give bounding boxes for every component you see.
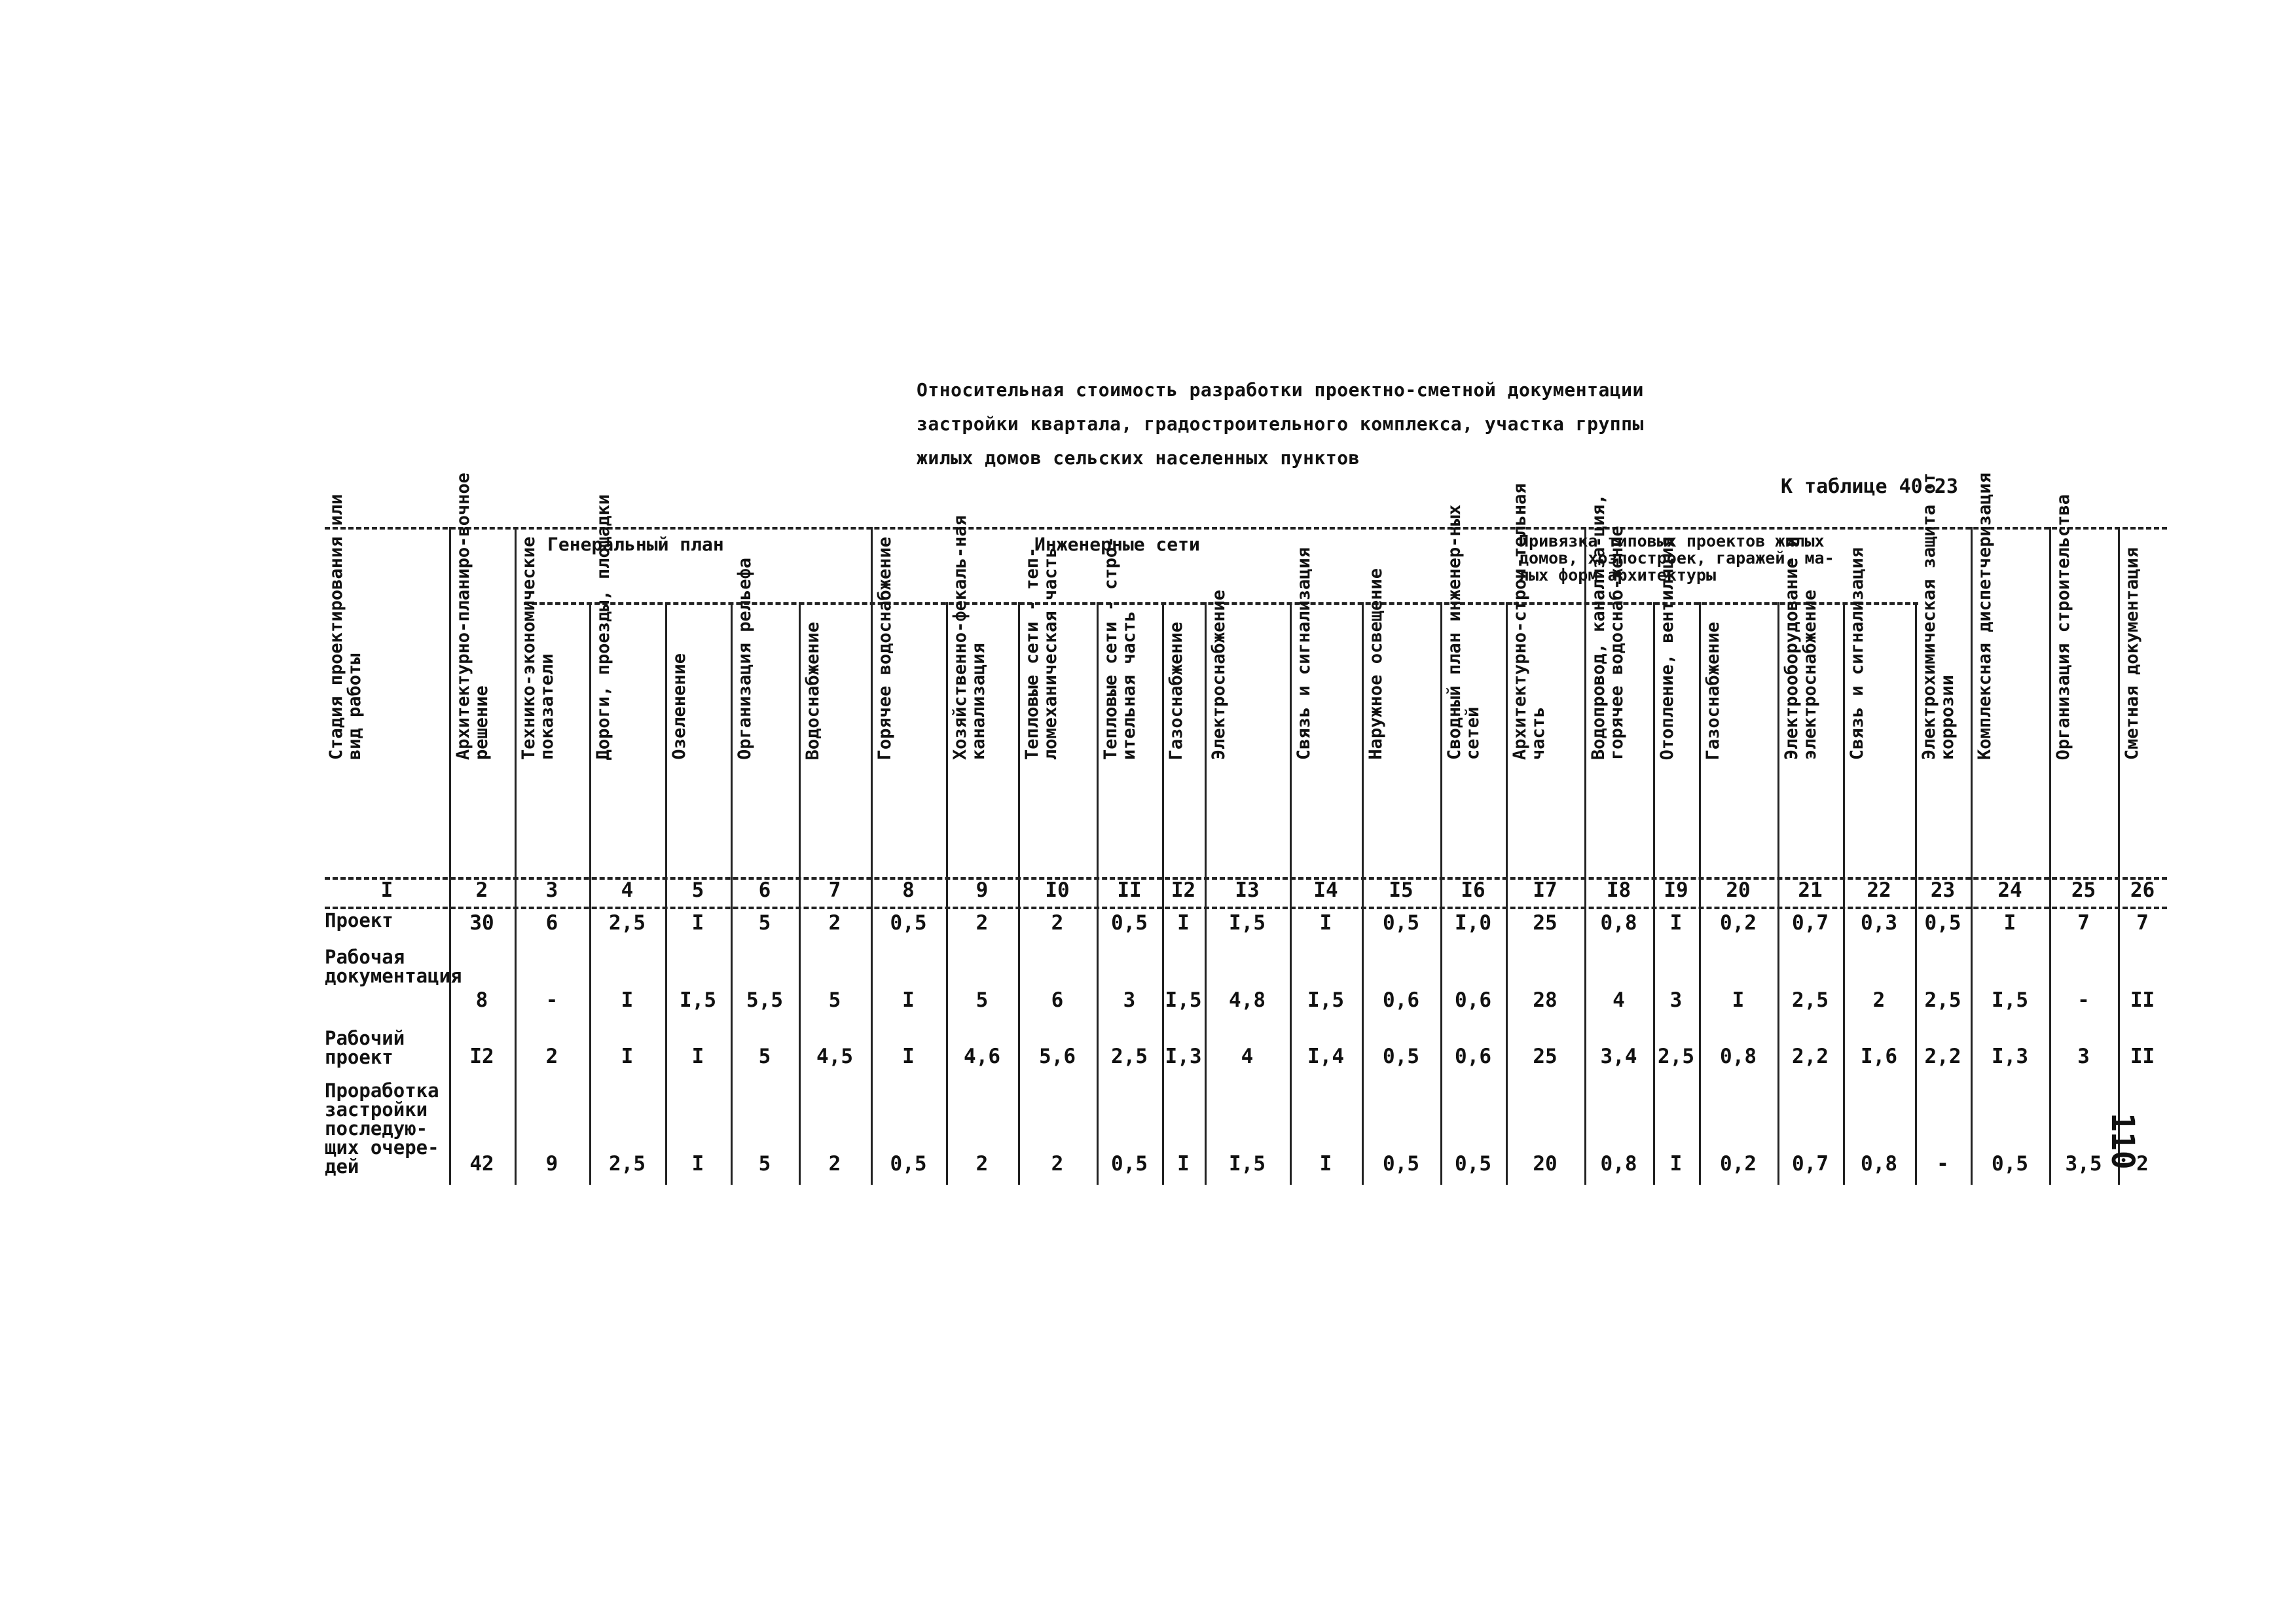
table-cell: 6 bbox=[545, 911, 558, 935]
table-rule bbox=[325, 907, 2167, 909]
column-number: I4 bbox=[1313, 878, 1338, 902]
table-cell: 3 bbox=[2077, 1045, 2090, 1068]
table-cell: I bbox=[691, 911, 704, 935]
table-cell: 2,2 bbox=[1792, 1045, 1829, 1068]
table-cell: 5 bbox=[828, 988, 841, 1012]
column-divider bbox=[871, 527, 873, 1185]
page-number: 110 bbox=[2104, 1113, 2141, 1170]
column-number: 4 bbox=[621, 878, 634, 902]
table-cell: 5,5 bbox=[746, 988, 783, 1012]
column-divider bbox=[1018, 602, 1020, 1185]
column-header: Водоснабжение bbox=[803, 621, 823, 760]
column-header: Архитектурно-планиро-вочное решение bbox=[453, 473, 492, 760]
column-header: Электрохимическая защита от коррозии bbox=[1919, 473, 1958, 760]
table-cell: I,5 bbox=[1229, 1152, 1266, 1176]
column-header: Связь и сигнализация bbox=[1294, 547, 1314, 760]
column-number: 2 bbox=[475, 878, 488, 902]
table-cell: I bbox=[621, 1045, 634, 1068]
column-header: Горячее водоснабжение bbox=[875, 536, 895, 760]
table-cell: 2 bbox=[975, 911, 989, 935]
column-number: I9 bbox=[1664, 878, 1688, 902]
title-line: жилых домов сельских населенных пунктов bbox=[917, 447, 1360, 469]
column-header: Архитектурно-строи-тельная часть bbox=[1510, 483, 1548, 760]
table-cell: 4,8 bbox=[1229, 988, 1266, 1012]
table-cell: 2 bbox=[2136, 1152, 2149, 1176]
column-header: Комплексная диспетчеризация bbox=[1975, 473, 1995, 760]
table-cell: I bbox=[1319, 911, 1332, 935]
column-divider bbox=[2049, 527, 2051, 1185]
table-cell: 0,3 bbox=[1861, 911, 1897, 935]
table-cell: 0,6 bbox=[1383, 988, 1419, 1012]
table-cell: I,5 bbox=[1165, 988, 1202, 1012]
column-number: 21 bbox=[1798, 878, 1823, 902]
column-number: 26 bbox=[2130, 878, 2155, 902]
group-binding-line: домов, хозпостроек, гаражей, ма- bbox=[1519, 549, 1834, 568]
table-cell: 0,5 bbox=[1111, 1152, 1148, 1176]
table-cell: 2,5 bbox=[609, 1152, 646, 1176]
table-cell: 0,5 bbox=[1111, 911, 1148, 935]
table-cell: 3 bbox=[1123, 988, 1136, 1012]
column-header: Организация строительства bbox=[2053, 494, 2073, 760]
column-divider bbox=[1584, 527, 1586, 1185]
table-cell: 8 bbox=[475, 988, 488, 1012]
table-cell: 5 bbox=[758, 1152, 771, 1176]
table-cell: 6 bbox=[1051, 988, 1064, 1012]
table-cell: I2 bbox=[469, 1045, 494, 1068]
column-header: Сметная документация bbox=[2122, 547, 2142, 760]
column-number: I2 bbox=[1171, 878, 1196, 902]
column-header: Электрооборудование и электроснабжение bbox=[1781, 536, 1820, 760]
column-divider bbox=[2118, 527, 2120, 1185]
column-header: Связь и сигнализация bbox=[1847, 547, 1867, 760]
column-number: 5 bbox=[691, 878, 704, 902]
table-cell: I,5 bbox=[1992, 988, 2028, 1012]
table-cell: 4,5 bbox=[816, 1045, 853, 1068]
column-divider bbox=[1971, 527, 1973, 1185]
column-number: I bbox=[380, 878, 393, 902]
table-cell: 2,5 bbox=[609, 911, 646, 935]
group-engineering-networks: Инженерные сети bbox=[1034, 533, 1200, 555]
table-cell: I bbox=[1177, 1152, 1190, 1176]
column-number: I3 bbox=[1235, 878, 1260, 902]
column-number: I5 bbox=[1389, 878, 1413, 902]
table-cell: 0,8 bbox=[1861, 1152, 1897, 1176]
table-cell: 2,5 bbox=[1658, 1045, 1694, 1068]
table-cell: 5,6 bbox=[1039, 1045, 1076, 1068]
column-header: Озеленение bbox=[669, 653, 689, 760]
table-cell: 7 bbox=[2077, 911, 2090, 935]
column-number: 6 bbox=[758, 878, 771, 902]
table-cell: I,4 bbox=[1307, 1045, 1344, 1068]
table-cell: 0,5 bbox=[890, 911, 927, 935]
table-cell: 20 bbox=[1533, 1152, 1558, 1176]
row-label: Проработка застройки последую-щих очере-дей bbox=[325, 1079, 439, 1178]
table-cell: 2,5 bbox=[1111, 1045, 1148, 1068]
column-number: 22 bbox=[1867, 878, 1891, 902]
table-cell: 0,8 bbox=[1600, 1152, 1637, 1176]
table-cell: 2 bbox=[975, 1152, 989, 1176]
column-header: Тепловые сети - стро-ительная часть bbox=[1101, 536, 1139, 760]
table-cell: 0,7 bbox=[1792, 1152, 1829, 1176]
table-cell: 5 bbox=[975, 988, 989, 1012]
column-number: II bbox=[1117, 878, 1142, 902]
table-cell: 30 bbox=[469, 911, 494, 935]
column-header: Стадия проектирования или вид работы bbox=[326, 494, 365, 760]
table-cell: - bbox=[2077, 988, 2090, 1012]
column-header: Наружное освещение bbox=[1366, 568, 1386, 760]
table-cell: 0,7 bbox=[1792, 911, 1829, 935]
column-divider bbox=[515, 527, 517, 1185]
row-label: Рабочий проект bbox=[325, 1027, 405, 1068]
table-cell: 2 bbox=[1051, 1152, 1064, 1176]
table-cell: 2 bbox=[545, 1045, 558, 1068]
table-cell: I,5 bbox=[1307, 988, 1344, 1012]
table-cell: 0,8 bbox=[1720, 1045, 1757, 1068]
table-cell: 0,6 bbox=[1455, 1045, 1491, 1068]
table-cell: 25 bbox=[1533, 1045, 1558, 1068]
table-cell: 2 bbox=[1051, 911, 1064, 935]
table-cell: I bbox=[1669, 911, 1683, 935]
table-reference: К таблице 40-23 bbox=[1781, 475, 1958, 498]
table-cell: 0,5 bbox=[1992, 1152, 2028, 1176]
column-header: Технико-экономические показатели bbox=[519, 536, 557, 760]
table-cell: I bbox=[1319, 1152, 1332, 1176]
column-number: 3 bbox=[545, 878, 558, 902]
table-cell: I,5 bbox=[1229, 911, 1266, 935]
column-header: Газоснабжение bbox=[1166, 621, 1186, 760]
table-cell: I,3 bbox=[1165, 1045, 1202, 1068]
table-cell: 2 bbox=[1872, 988, 1886, 1012]
table-cell: 2,2 bbox=[1924, 1045, 1961, 1068]
table-cell: 28 bbox=[1533, 988, 1558, 1012]
column-divider bbox=[1362, 602, 1364, 1185]
column-number: I8 bbox=[1606, 878, 1631, 902]
table-cell: 25 bbox=[1533, 911, 1558, 935]
table-cell: 3 bbox=[1669, 988, 1683, 1012]
table-cell: 5 bbox=[758, 1045, 771, 1068]
title-line: застройки квартала, градостроительного комплекса, участка группы bbox=[917, 413, 1644, 435]
table-cell: 3,4 bbox=[1600, 1045, 1637, 1068]
table-cell: I bbox=[1177, 911, 1190, 935]
row-label: Рабочая документация bbox=[325, 946, 462, 987]
group-general-plan: Генеральный план bbox=[547, 533, 724, 555]
column-number: I0 bbox=[1045, 878, 1070, 902]
group-binding-line: лых форм архитектуры bbox=[1519, 566, 1717, 585]
table-cell: 2 bbox=[828, 911, 841, 935]
table-cell: I bbox=[1669, 1152, 1683, 1176]
column-header: Организация рельефа bbox=[735, 558, 755, 760]
title-line: Относительная стоимость разработки проектно-сметной документации bbox=[917, 379, 1644, 401]
table-cell: 0,2 bbox=[1720, 911, 1757, 935]
table-cell: 5 bbox=[758, 911, 771, 935]
table-cell: I,3 bbox=[1992, 1045, 2028, 1068]
table-cell: 2,5 bbox=[1924, 988, 1961, 1012]
table-cell: 0,5 bbox=[1383, 1045, 1419, 1068]
table-cell: 0,5 bbox=[1383, 1152, 1419, 1176]
table-cell: 0,5 bbox=[1383, 911, 1419, 935]
table-cell: I,6 bbox=[1861, 1045, 1897, 1068]
table-cell: II bbox=[2130, 1045, 2155, 1068]
column-number: 24 bbox=[1997, 878, 2022, 902]
table-cell: II bbox=[2130, 988, 2155, 1012]
table-cell: 3,5 bbox=[2065, 1152, 2102, 1176]
table-cell: I bbox=[1732, 988, 1745, 1012]
table-cell: 42 bbox=[469, 1152, 494, 1176]
table-cell: 7 bbox=[2136, 911, 2149, 935]
column-number: 23 bbox=[1930, 878, 1956, 902]
row-label: Проект bbox=[325, 909, 393, 931]
table-cell: I,0 bbox=[1455, 911, 1491, 935]
column-number: I7 bbox=[1533, 878, 1558, 902]
table-cell: 0,2 bbox=[1720, 1152, 1757, 1176]
table-cell: 2 bbox=[828, 1152, 841, 1176]
table-cell: I bbox=[902, 988, 915, 1012]
table-cell: I bbox=[902, 1045, 915, 1068]
column-number: I6 bbox=[1461, 878, 1485, 902]
table-cell: I bbox=[691, 1152, 704, 1176]
table-cell: 4 bbox=[1613, 988, 1625, 1012]
table-cell: - bbox=[545, 988, 558, 1012]
column-header: Водопровод, канализа-ция, горячее водоснаб-жение bbox=[1588, 494, 1627, 760]
table-cell: 0,5 bbox=[890, 1152, 927, 1176]
column-header: Сводный план инженер-ных сетей bbox=[1444, 504, 1483, 760]
table-cell: - bbox=[1937, 1152, 1949, 1176]
table-cell: 0,6 bbox=[1455, 988, 1491, 1012]
column-header: Хозяйственно-фекаль-ная канализация bbox=[950, 515, 989, 760]
column-header: Тепловые сети - теп-ломеханическая часть bbox=[1022, 547, 1061, 760]
column-number: 7 bbox=[828, 878, 841, 902]
column-header: Отопление, вентиляция bbox=[1657, 536, 1677, 760]
group-binding-line: Привязка типовых проектов жилых bbox=[1519, 532, 1825, 550]
document-title bbox=[917, 373, 1741, 475]
table-cell: I bbox=[621, 988, 634, 1012]
table-cell: 4,6 bbox=[964, 1045, 1000, 1068]
column-number: 20 bbox=[1726, 878, 1751, 902]
column-header: Газоснабжение bbox=[1703, 621, 1723, 760]
table-cell: I,5 bbox=[680, 988, 716, 1012]
table-cell: 0,5 bbox=[1924, 911, 1961, 935]
column-number: 9 bbox=[975, 878, 989, 902]
table-cell: 9 bbox=[545, 1152, 558, 1176]
table-cell: 2,5 bbox=[1792, 988, 1829, 1012]
table-cell: 0,5 bbox=[1455, 1152, 1491, 1176]
column-header: Дороги, проезды, площадки bbox=[593, 494, 613, 760]
table-cell: I bbox=[2003, 911, 2016, 935]
column-number: 8 bbox=[902, 878, 915, 902]
table-cell: 0,8 bbox=[1600, 911, 1637, 935]
column-number: 25 bbox=[2071, 878, 2096, 902]
table-cell: 4 bbox=[1241, 1045, 1254, 1068]
column-header: Электроснабжение bbox=[1209, 589, 1229, 760]
table-cell: I bbox=[691, 1045, 704, 1068]
